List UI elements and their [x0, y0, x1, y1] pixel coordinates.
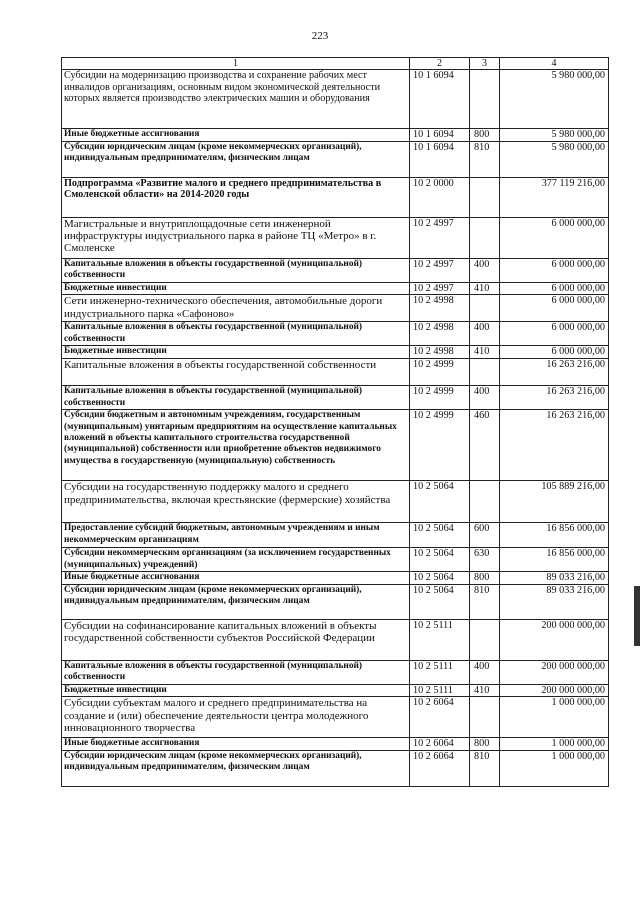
row-type [470, 619, 500, 660]
row-amount: 16 856 000,00 [500, 548, 609, 572]
row-code: 10 1 6094 [410, 129, 470, 142]
row-amount: 5 980 000,00 [500, 70, 609, 129]
table-row [62, 386, 609, 410]
row-amount: 377 119 216,00 [500, 177, 609, 217]
table-row [62, 217, 609, 258]
row-type: 460 [470, 410, 500, 481]
row-name: Сети инженерно-технического обеспечения, автомобильные дороги индустриального парка «Сафоново» [62, 295, 410, 322]
row-amount: 16 263 216,00 [500, 359, 609, 386]
table-row [62, 282, 609, 295]
row-code: 10 2 5111 [410, 619, 470, 660]
row-amount: 6 000 000,00 [500, 295, 609, 322]
row-name: Иные бюджетные ассигнования [62, 738, 410, 751]
row-amount: 89 033 216,00 [500, 584, 609, 619]
row-code: 10 2 4999 [410, 359, 470, 386]
row-name: Бюджетные инвестиции [62, 282, 410, 295]
table-row [62, 258, 609, 282]
row-type: 400 [470, 258, 500, 282]
row-code: 10 2 6064 [410, 738, 470, 751]
row-type: 810 [470, 584, 500, 619]
row-code: 10 1 6094 [410, 70, 470, 129]
row-amount: 105 889 216,00 [500, 481, 609, 523]
row-type: 600 [470, 523, 500, 548]
row-amount: 1 000 000,00 [500, 750, 609, 786]
row-code: 10 2 5111 [410, 684, 470, 697]
row-amount: 16 263 216,00 [500, 410, 609, 481]
row-name: Бюджетные инвестиции [62, 684, 410, 697]
row-name: Иные бюджетные ассигнования [62, 572, 410, 585]
row-type: 410 [470, 282, 500, 295]
row-code: 10 2 4998 [410, 346, 470, 359]
row-type [470, 177, 500, 217]
table-row [62, 129, 609, 142]
row-amount: 6 000 000,00 [500, 346, 609, 359]
table-row [62, 572, 609, 585]
row-amount: 5 980 000,00 [500, 129, 609, 142]
row-code: 10 1 6094 [410, 141, 470, 177]
row-code: 10 2 4998 [410, 322, 470, 346]
header-type: 3 [470, 58, 500, 70]
header-code: 2 [410, 58, 470, 70]
table-row [62, 359, 609, 386]
page-number: 223 [311, 30, 329, 42]
row-code: 10 2 5064 [410, 481, 470, 523]
row-code: 10 2 4997 [410, 282, 470, 295]
row-code: 10 2 5064 [410, 584, 470, 619]
table-row [62, 177, 609, 217]
row-amount: 89 033 216,00 [500, 572, 609, 585]
row-code: 10 2 4999 [410, 386, 470, 410]
row-type [470, 217, 500, 258]
table-row [62, 346, 609, 359]
row-name: Магистральные и внутриплощадочные сети инженерной инфраструктуры индустриального парка в районе ТЦ «Метро» в г. Смоленске [62, 217, 410, 258]
row-type [470, 697, 500, 738]
row-code: 10 2 5064 [410, 548, 470, 572]
row-name: Иные бюджетные ассигнования [62, 129, 410, 142]
row-type [470, 70, 500, 129]
row-amount: 200 000 000,00 [500, 660, 609, 684]
row-code: 10 2 6064 [410, 750, 470, 786]
row-amount: 1 000 000,00 [500, 697, 609, 738]
table-row [62, 684, 609, 697]
row-amount: 1 000 000,00 [500, 738, 609, 751]
budget-table [61, 57, 609, 787]
row-name: Субсидии юридическим лицам (кроме некоммерческих организаций), индивидуальным предпринимателям, физическим лицам [62, 141, 410, 177]
row-type [470, 295, 500, 322]
row-amount: 5 980 000,00 [500, 141, 609, 177]
row-name: Капитальные вложения в объекты государственной (муниципальной) собственности [62, 660, 410, 684]
row-type: 810 [470, 750, 500, 786]
row-type: 630 [470, 548, 500, 572]
table-row [62, 523, 609, 548]
row-code: 10 2 4998 [410, 295, 470, 322]
row-type [470, 359, 500, 386]
row-type: 800 [470, 129, 500, 142]
row-code: 10 2 4997 [410, 217, 470, 258]
row-name: Капитальные вложения в объекты государственной (муниципальной) собственности [62, 386, 410, 410]
row-code: 10 2 0000 [410, 177, 470, 217]
header-name: 1 [62, 58, 410, 70]
row-type: 410 [470, 346, 500, 359]
row-type [470, 481, 500, 523]
table-row [62, 697, 609, 738]
row-amount: 16 263 216,00 [500, 386, 609, 410]
row-name: Предоставление субсидий бюджетным, автономным учреждениям и иным некоммерческим организациям [62, 523, 410, 548]
table-row [62, 584, 609, 619]
row-code: 10 2 6064 [410, 697, 470, 738]
table-row [62, 750, 609, 786]
row-code: 10 2 5064 [410, 523, 470, 548]
table-row [62, 141, 609, 177]
row-code: 10 2 5111 [410, 660, 470, 684]
row-amount: 6 000 000,00 [500, 217, 609, 258]
row-amount: 16 856 000,00 [500, 523, 609, 548]
row-name: Бюджетные инвестиции [62, 346, 410, 359]
row-type: 400 [470, 322, 500, 346]
row-name: Субсидии на модернизацию производства и сохранение рабочих мест инвалидов организациям, основным видом экономической деятельности которых является производство электрических машин и оборудования [62, 70, 410, 129]
scan-edge-mark [634, 586, 640, 646]
row-type: 800 [470, 572, 500, 585]
row-amount: 6 000 000,00 [500, 322, 609, 346]
table-row [62, 70, 609, 129]
row-name: Субсидии некоммерческим организациям (за исключением государственных (муниципальных) учреждений) [62, 548, 410, 572]
table-row [62, 481, 609, 523]
table-header-row [62, 58, 609, 70]
table-row [62, 295, 609, 322]
row-amount: 200 000 000,00 [500, 684, 609, 697]
table-row [62, 738, 609, 751]
row-name: Субсидии бюджетным и автономным учреждениям, государственным (муниципальным) унитарным предприятиям на осуществление капитальных вложений в объекты капитального строительства государственной (муниципальной) собственности или приобретение объектов недвижимого имущества в государственную (муниципальную) собственность [62, 410, 410, 481]
row-type: 400 [470, 660, 500, 684]
row-name: Капитальные вложения в объекты государственной собственности [62, 359, 410, 386]
row-amount: 6 000 000,00 [500, 282, 609, 295]
row-name: Субсидии юридическим лицам (кроме некоммерческих организаций), индивидуальным предпринимателям, физическим лицам [62, 750, 410, 786]
row-code: 10 2 5064 [410, 572, 470, 585]
row-amount: 200 000 000,00 [500, 619, 609, 660]
row-type: 800 [470, 738, 500, 751]
row-type: 410 [470, 684, 500, 697]
row-amount: 6 000 000,00 [500, 258, 609, 282]
table-row [62, 619, 609, 660]
row-name: Капитальные вложения в объекты государственной (муниципальной) собственности [62, 258, 410, 282]
row-name: Субсидии на софинансирование капитальных вложений в объекты государственной собственности субъектов Российской Федерации [62, 619, 410, 660]
table-row [62, 410, 609, 481]
header-amount: 4 [500, 58, 609, 70]
row-name: Подпрограмма «Развитие малого и среднего предпринимательства в Смоленской области» на 2014-2020 годы [62, 177, 410, 217]
row-name: Субсидии субъектам малого и среднего предпринимательства на создание и (или) обеспечение деятельности центра молодежного инновационного творчества [62, 697, 410, 738]
row-type: 400 [470, 386, 500, 410]
table-row [62, 322, 609, 346]
row-type: 810 [470, 141, 500, 177]
table-row [62, 660, 609, 684]
row-name: Субсидии на государственную поддержку малого и среднего предпринимательства, включая крестьянские (фермерские) хозяйства [62, 481, 410, 523]
row-code: 10 2 4997 [410, 258, 470, 282]
table-row [62, 548, 609, 572]
row-name: Субсидии юридическим лицам (кроме некоммерческих организаций), индивидуальным предпринимателям, физическим лицам [62, 584, 410, 619]
row-code: 10 2 4999 [410, 410, 470, 481]
row-name: Капитальные вложения в объекты государственной (муниципальной) собственности [62, 322, 410, 346]
